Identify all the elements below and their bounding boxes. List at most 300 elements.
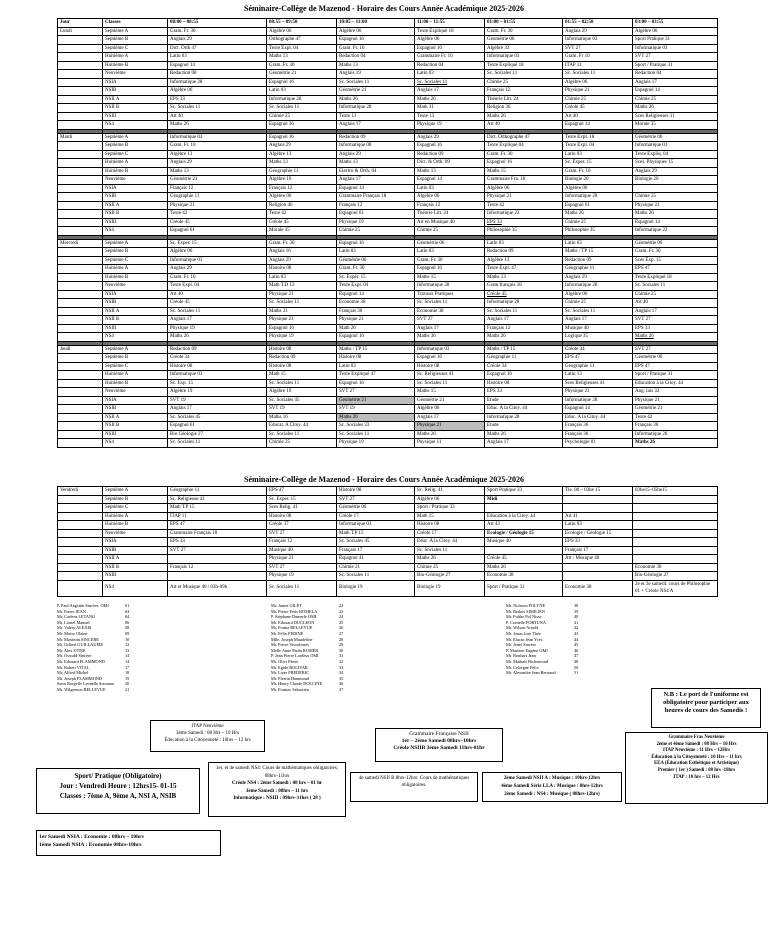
schedule-row-friday xyxy=(58,504,718,513)
schedule-row-friday xyxy=(58,572,718,581)
course-cell: Texte Expl. 04 xyxy=(267,44,337,53)
musique-samedi-line-1: 2ème Samedi NSII A : Musique : 10hrs-12hrs xyxy=(503,776,601,781)
course-cell: Informatique 03 xyxy=(337,521,415,530)
course-cell: Latin 03 xyxy=(267,273,337,282)
class-name: Septième A xyxy=(103,239,168,248)
day-label xyxy=(58,563,103,572)
teacher-name: Mr. Gilbert GUILLAUME xyxy=(57,642,103,648)
course-cell: Algèbre 19 xyxy=(267,388,337,397)
course-cell: Géométrie 21 xyxy=(633,405,718,414)
teacher-code: 28 xyxy=(339,636,344,642)
class-name: Neuvième xyxy=(103,176,168,185)
course-cell: Chimie 25 xyxy=(633,290,718,299)
class-name: Huitième A xyxy=(103,512,168,521)
course-cell: Histoire 08 xyxy=(267,512,337,521)
schedule-row xyxy=(58,282,718,291)
course-cell: SVT 27 xyxy=(337,495,415,504)
teacher-list-2 xyxy=(271,603,343,693)
teacher-entry xyxy=(57,687,129,693)
nsiib-samedi-line-1: 4e samedi NSII B 8hrs-12hrs: Cours de mathématiques obligatoires. xyxy=(358,776,470,788)
course-cell: Texte Expliqué 18 xyxy=(415,27,485,36)
course-cell: Electro & Orth. 04 xyxy=(337,167,415,176)
course-cell: Français 17 xyxy=(563,546,633,555)
day-label xyxy=(58,546,103,555)
course-cell: Philosophie 35 xyxy=(563,227,633,236)
class-name: NSII B xyxy=(103,210,168,219)
course-cell: Physique 21 xyxy=(168,201,267,210)
day-label xyxy=(58,439,103,448)
course-cell: Texte Expliqué 47 xyxy=(337,371,415,380)
day-label xyxy=(58,354,103,363)
course-cell: Sport Pratique 31 xyxy=(633,36,718,45)
course-cell: Espagnol 61 xyxy=(337,210,415,219)
course-cell: Chimie 25 xyxy=(415,563,485,572)
course-cell: Sc. Sociales 11 xyxy=(168,104,267,113)
course-cell: Économie 38 xyxy=(337,299,415,308)
teacher-code: 26 xyxy=(339,625,344,631)
course-cell: Théorie Litt. 24 xyxy=(485,95,563,104)
course-cell: Physique 19 xyxy=(337,439,415,448)
teacher-code: 08 xyxy=(125,625,130,631)
teacher-name: Mr. Celorgne Félix xyxy=(506,664,539,670)
course-cell: Musique 40 xyxy=(563,324,633,333)
course-cell: Géographie 11 xyxy=(485,354,563,363)
class-name: NS4 xyxy=(103,227,168,236)
course-cell: Espagnol 14 xyxy=(633,218,718,227)
course-cell: Maths 31 xyxy=(267,307,337,316)
course-cell: Texte Expl. 47 xyxy=(485,265,563,274)
day-label: Jeudi xyxy=(58,345,103,354)
schedule-row xyxy=(58,201,718,210)
course-cell: Grammaire Français 18 xyxy=(168,529,267,538)
schedule-row-friday xyxy=(58,495,718,504)
day-label xyxy=(58,572,103,581)
course-cell: Grammaire Fra. 18 xyxy=(485,176,563,185)
course-cell: Gram français 18 xyxy=(485,282,563,291)
class-name: NSII B xyxy=(103,422,168,431)
class-name: NSIA xyxy=(103,290,168,299)
course-cell: Texte Expl. 18 xyxy=(563,133,633,142)
teacher-name: Mr. Moise Olaine xyxy=(57,630,88,636)
course-cell: Educ. A la Citoy. 44 xyxy=(563,413,633,422)
schedule-row-friday xyxy=(58,538,718,547)
day-label xyxy=(58,282,103,291)
course-cell: Maths 26 xyxy=(633,210,718,219)
course-cell: Sc. Sociales 11 xyxy=(563,307,633,316)
ns4-samedi-line-2: Créole NS4 : 2ème Samedi : 08 hrs – 01 hr xyxy=(231,781,323,786)
day-label xyxy=(58,396,103,405)
schedule-row xyxy=(58,210,718,219)
grammaire-neuvieme-line-1: Grammaire Fras Neuvième xyxy=(668,735,725,740)
teacher-code: 12 xyxy=(125,642,130,648)
course-cell: Chimie 21 xyxy=(337,563,415,572)
course-cell: Sc. Sociales 11 xyxy=(267,580,337,596)
course-cell: Algèbre 06 xyxy=(267,193,337,202)
teacher-name: Mr. Alexandre Jean Bertrand xyxy=(506,670,556,676)
course-cell: SVT 27 xyxy=(267,563,337,572)
teacher-name: P. Stéphane Dumerle OMI xyxy=(271,614,317,620)
course-cell: Géométrie 06 xyxy=(337,504,415,513)
class-name: NS4 xyxy=(103,121,168,130)
course-cell: Math 31 xyxy=(415,104,485,113)
sport-pratique-box xyxy=(36,768,200,814)
course-cell: Morale 35 xyxy=(633,121,718,130)
course-cell: Informatique 03 xyxy=(563,36,633,45)
teacher-name: P. Mariene Engène OMI xyxy=(506,647,548,653)
teacher-name: Mr. Lizer FREDERIC xyxy=(271,670,310,676)
schedule-row xyxy=(58,333,718,342)
grammaire-neuvieme-line-4: Éducation à la Citoyenneté : 10 Hrs – 11 hrs xyxy=(651,754,742,760)
schedule-row-friday xyxy=(58,529,718,538)
course-cell: Maths / TP 15 xyxy=(563,248,633,257)
course-cell: Latin 03 xyxy=(337,362,415,371)
course-cell: Géométrie 21 xyxy=(267,70,337,79)
course-cell: Français 36 xyxy=(563,430,633,439)
teacher-code: 39 xyxy=(574,608,579,614)
course-cell: EPS 33 xyxy=(485,388,563,397)
ns4-samedi-line-3: 3ème Samedi : 08hrs – 11 hrs xyxy=(245,788,309,794)
course-cell: Physique 21 xyxy=(563,87,633,96)
class-name: NS4 xyxy=(103,439,168,448)
course-cell: Algèbre 06 xyxy=(415,193,485,202)
teacher-name: Mr. Wilgenson BELLEVUE xyxy=(57,686,106,692)
teacher-code: 04 xyxy=(125,608,130,614)
teacher-code: 48 xyxy=(574,658,579,664)
grammaire-neuvieme-box xyxy=(625,732,768,804)
schedule-row xyxy=(58,379,718,388)
sport-pratique-line-1: Sport/ Pratique (Obligatoire) xyxy=(74,772,162,780)
teacher-code: 33 xyxy=(339,664,344,670)
class-name: Septième C xyxy=(103,150,168,159)
course-cell: Sces Religieuses 41 xyxy=(563,379,633,388)
course-cell: EPS 33 xyxy=(485,218,563,227)
course-cell: Biologie 20 xyxy=(633,176,718,185)
course-cell: Latin 03 xyxy=(563,521,633,530)
sport-pratique-line-2: Jour : Vendredi Heure : 12hrs15- 01-15 xyxy=(59,782,177,790)
schedule-row xyxy=(58,430,718,439)
course-cell: Texte 13 xyxy=(337,112,415,121)
course-cell xyxy=(168,555,267,564)
day-label xyxy=(58,104,103,113)
day-label xyxy=(58,61,103,70)
day-label xyxy=(58,388,103,397)
class-name: NSIII xyxy=(103,572,168,581)
class-name: Septième C xyxy=(103,44,168,53)
course-cell: Gram. Fr. 10 xyxy=(563,167,633,176)
ns4-samedi-box xyxy=(208,762,346,817)
course-cell: Bio-Géologie 27 xyxy=(415,572,485,581)
day-label: Vendredi xyxy=(58,487,103,496)
course-cell xyxy=(633,495,718,504)
teacher-code: 27 xyxy=(339,630,344,636)
course-cell: Chimie 25 xyxy=(267,439,337,448)
teacher-name: Mr. Valery ALEXIS xyxy=(57,625,92,631)
teacher-name: Mr. Janert GILET xyxy=(271,603,302,608)
class-name: NSIB xyxy=(103,546,168,555)
teacher-name: Mlle. Joseph Maudeline xyxy=(271,636,313,642)
schedule-row xyxy=(58,112,718,121)
course-cell: Ang. lais 32 xyxy=(633,388,718,397)
course-cell: Physique 21 xyxy=(267,290,337,299)
course-cell: Maths 36 xyxy=(415,333,485,342)
course-cell: Histoire 08 xyxy=(267,362,337,371)
course-cell: Maths 26 xyxy=(415,430,485,439)
course-cell xyxy=(563,572,633,581)
course-cell: Art 40 xyxy=(485,121,563,130)
course-cell: Redaction 08 xyxy=(168,70,267,79)
course-cell: Gram. Fr. 10 xyxy=(337,44,415,53)
course-cell: Algèbre 06 xyxy=(168,248,267,257)
course-cell: Gram. Fr. 30 xyxy=(267,61,337,70)
teacher-name: Mr. Nickson POLYNE xyxy=(506,603,546,608)
course-cell xyxy=(633,529,718,538)
day-label xyxy=(58,218,103,227)
teacher-name: Mr. Wilson Arnold xyxy=(506,625,539,631)
day-label xyxy=(58,201,103,210)
column-header: 08:55 – 09:50 xyxy=(267,19,337,28)
course-cell: Latin 03 xyxy=(485,239,563,248)
teacher-code: 40 xyxy=(574,614,579,620)
day-label xyxy=(58,307,103,316)
course-cell: EPS 47 xyxy=(563,354,633,363)
class-name: Huitième B xyxy=(103,379,168,388)
uniform-note xyxy=(651,688,761,728)
day-label xyxy=(58,290,103,299)
course-cell: Biologie 20 xyxy=(563,176,633,185)
course-cell: Sces. Physiques 15 xyxy=(633,159,718,168)
day-label xyxy=(58,555,103,564)
course-cell: Économie 38 xyxy=(415,307,485,316)
course-cell: Espagnol 16 xyxy=(337,36,415,45)
course-cell: Art 41 xyxy=(563,512,633,521)
course-cell: Informatique 28 xyxy=(415,282,485,291)
schedule-row xyxy=(58,396,718,405)
grammaire-nsii-box xyxy=(375,728,503,762)
column-header: Classes xyxy=(103,19,168,28)
day-label xyxy=(58,413,103,422)
course-cell: Sc. Exp. 15 xyxy=(168,379,267,388)
course-cell: Créole 17 xyxy=(415,529,485,538)
column-header: 01:55 – 02:50 xyxy=(563,19,633,28)
course-cell xyxy=(485,546,563,555)
day-label xyxy=(58,405,103,414)
teacher-code: 41 xyxy=(574,619,579,625)
course-cell: Redaction 09 xyxy=(485,248,563,257)
course-cell: Sc. Sociales 11 xyxy=(415,78,485,87)
teacher-code: 42 xyxy=(574,625,579,631)
course-cell: Espagnol 14 xyxy=(168,61,267,70)
teacher-code: 46 xyxy=(574,647,579,653)
day-label xyxy=(58,248,103,257)
course-cell: EPS 33 xyxy=(563,538,633,547)
column-header: 10:05 – 11:00 xyxy=(337,19,415,28)
course-cell: EPS 33 xyxy=(168,95,267,104)
course-cell: Algèbre 06 xyxy=(415,405,485,414)
course-cell xyxy=(633,538,718,547)
course-cell: Education à la Citoy. 44 xyxy=(485,512,563,521)
teacher-code: 24 xyxy=(339,614,344,620)
teacher-code: 17 xyxy=(125,664,130,670)
course-cell: Histoire 08 xyxy=(415,362,485,371)
day-label xyxy=(58,333,103,342)
teacher-name: P. Jean Pierre Lordeus OMI xyxy=(271,653,319,659)
course-cell: Sc. Sociales 11 xyxy=(337,78,415,87)
course-cell: Géographie 11 xyxy=(563,265,633,274)
grammaire-neuvieme-line-5: EEA (Éducation Esthétique et Artistique) xyxy=(654,761,739,767)
teacher-name: Mr. Bethus SIMILIEN xyxy=(506,608,546,614)
course-cell: Géométrie 21 xyxy=(168,176,267,185)
course-cell: Dict. & Orth. 09 xyxy=(415,159,485,168)
course-cell: Français 12 xyxy=(267,184,337,193)
course-cell: Géométrie 06 xyxy=(415,239,485,248)
day-label xyxy=(58,193,103,202)
course-cell: Informatique 28 xyxy=(168,78,267,87)
class-name: Neuvième xyxy=(103,388,168,397)
day-label xyxy=(58,371,103,380)
course-cell: Informatique 03 xyxy=(485,53,563,62)
course-cell: Physique 19 xyxy=(267,572,337,581)
class-name: NSIII xyxy=(103,324,168,333)
teacher-list-1 xyxy=(57,603,129,693)
teacher-name: Mr. Alfred Michel xyxy=(57,670,89,676)
course-cell: Educ. A la Citoy. 44 xyxy=(415,538,485,547)
course-cell: Sc. Exper. 15 xyxy=(563,159,633,168)
itap-neuvieme-line-3: Éducation à la Citoyenneté : 10hrs – 12 hrs xyxy=(164,738,251,743)
course-cell: Informatique 28 xyxy=(267,95,337,104)
teacher-code: 04 xyxy=(125,614,130,620)
course-cell: Français 36 xyxy=(337,307,415,316)
schedule-row-friday xyxy=(58,487,718,496)
schedule-row xyxy=(58,142,718,151)
course-cell: Informatique 28 xyxy=(633,430,718,439)
class-name: NSIB xyxy=(103,193,168,202)
course-cell: SVT 19 xyxy=(337,405,415,414)
course-cell: Math T.D 13 xyxy=(267,282,337,291)
course-cell: Créole 45 xyxy=(168,218,267,227)
course-cell: Créole 45 xyxy=(485,290,563,299)
class-name: NS4 xyxy=(103,333,168,342)
course-cell xyxy=(633,555,718,564)
schedule-row xyxy=(58,405,718,414)
course-cell: Physique 19 xyxy=(337,218,415,227)
course-cell: Espagnol 41 xyxy=(337,555,415,564)
teacher-name: Mr. Carlens LETANG xyxy=(57,614,96,620)
course-cell: Algèbre 06 xyxy=(563,184,633,193)
course-cell: Anglais 17 xyxy=(485,439,563,448)
course-cell: Histoire 08 xyxy=(337,487,415,496)
economie-samedi-line-2: 1ème Samedi NSIA : Economie 08hrs-10hrs xyxy=(39,842,142,848)
schedule-row xyxy=(58,316,718,325)
course-cell: Art 40 xyxy=(633,299,718,308)
schedule-row xyxy=(58,61,718,70)
course-cell: Géométrie 21 xyxy=(337,87,415,96)
teacher-code: 34 xyxy=(339,670,344,676)
course-cell: Art 40 xyxy=(168,112,267,121)
schedule-row xyxy=(58,95,718,104)
course-cell: Géométrie 06 xyxy=(633,354,718,363)
day-label xyxy=(58,422,103,431)
course-cell: EPS 47 xyxy=(267,487,337,496)
schedule-row xyxy=(58,388,718,397)
course-cell: Sport / Pratique 31 xyxy=(633,61,718,70)
class-name: Septième B xyxy=(103,495,168,504)
teacher-code: 21 xyxy=(125,686,130,692)
course-cell: Sc. Sociales 11 xyxy=(633,282,718,291)
course-cell: Psychologie 01 xyxy=(563,439,633,448)
class-name: NSIII xyxy=(103,218,168,227)
schedule-row xyxy=(58,70,718,79)
course-cell: Chimie 25 xyxy=(563,95,633,104)
course-cell: Informatique 22 xyxy=(633,227,718,236)
course-cell: Gram. Fr. 30 xyxy=(415,256,485,265)
course-cell: Sport / Pratique 31 xyxy=(485,580,563,596)
day-label xyxy=(58,379,103,388)
course-cell: Texte 42 xyxy=(267,210,337,219)
day-label: Mercredi xyxy=(58,239,103,248)
teacher-code: 14 xyxy=(125,658,130,664)
course-cell: Sport Pratique 33 xyxy=(485,487,563,496)
course-cell: Art 40 xyxy=(563,112,633,121)
day-label: Lundi xyxy=(58,27,103,36)
course-cell: Géométrie 06 xyxy=(633,239,718,248)
course-cell: Algèbre 06 xyxy=(415,495,485,504)
course-cell: Anglais 17 xyxy=(633,78,718,87)
itap-neuvieme-line-2: 3ème Samedi : 08 Hrs – 10 Hrs xyxy=(176,731,239,736)
course-cell: Informatique 22 xyxy=(485,210,563,219)
course-cell: Anglais 29 xyxy=(337,150,415,159)
day-label xyxy=(58,580,103,596)
course-cell: Anglais 17 xyxy=(563,316,633,325)
course-cell: Travaux Pratiques xyxy=(415,290,485,299)
course-cell: Physique 19 xyxy=(415,121,485,130)
schedule-row xyxy=(58,239,718,248)
day-label xyxy=(58,95,103,104)
course-cell: Math T.P 15 xyxy=(337,529,415,538)
course-cell: Anglais 29 xyxy=(633,167,718,176)
class-name: Septième C xyxy=(103,504,168,513)
course-cell: Philosophie 35 xyxy=(485,227,563,236)
teacher-code: 43 xyxy=(574,630,579,636)
course-cell: Histoire 08 xyxy=(485,379,563,388)
course-cell: Maths 26 xyxy=(415,95,485,104)
page-title: Séminaire-Collège de Mazenod - Horaire des Cours Année Académique 2025-2026 xyxy=(244,4,524,13)
teacher-entry xyxy=(506,670,578,676)
course-cell: Anglais 16 xyxy=(267,248,337,257)
course-cell: Sc. Sociales 11 xyxy=(267,430,337,439)
course-cell: Français 12 xyxy=(485,324,563,333)
course-cell: Espagnol 16 xyxy=(337,379,415,388)
class-name: NSII A xyxy=(103,95,168,104)
course-cell: Créole 37 xyxy=(267,521,337,530)
teacher-name: Mr. Ronhart Jean xyxy=(506,653,536,659)
course-cell: Physique 21 xyxy=(563,388,633,397)
course-cell: Géographie 11 xyxy=(563,362,633,371)
course-cell: Algèbre 13 xyxy=(267,150,337,159)
schedule-row xyxy=(58,422,718,431)
course-cell: Redaction 04 xyxy=(415,61,485,70)
schedule-row xyxy=(58,184,718,193)
schedule-row xyxy=(58,227,718,236)
course-cell: Algèbre 06 xyxy=(168,87,267,96)
course-cell: Sc. Sociales 33 xyxy=(337,422,415,431)
day-label xyxy=(58,142,103,151)
course-cell: Anglais 29 xyxy=(563,27,633,36)
column-header: 03:00 – 03:55 xyxy=(633,19,718,28)
course-cell: Algèbre 19 xyxy=(168,388,267,397)
class-name: NSIB xyxy=(103,87,168,96)
day-label xyxy=(58,150,103,159)
course-cell xyxy=(563,563,633,572)
